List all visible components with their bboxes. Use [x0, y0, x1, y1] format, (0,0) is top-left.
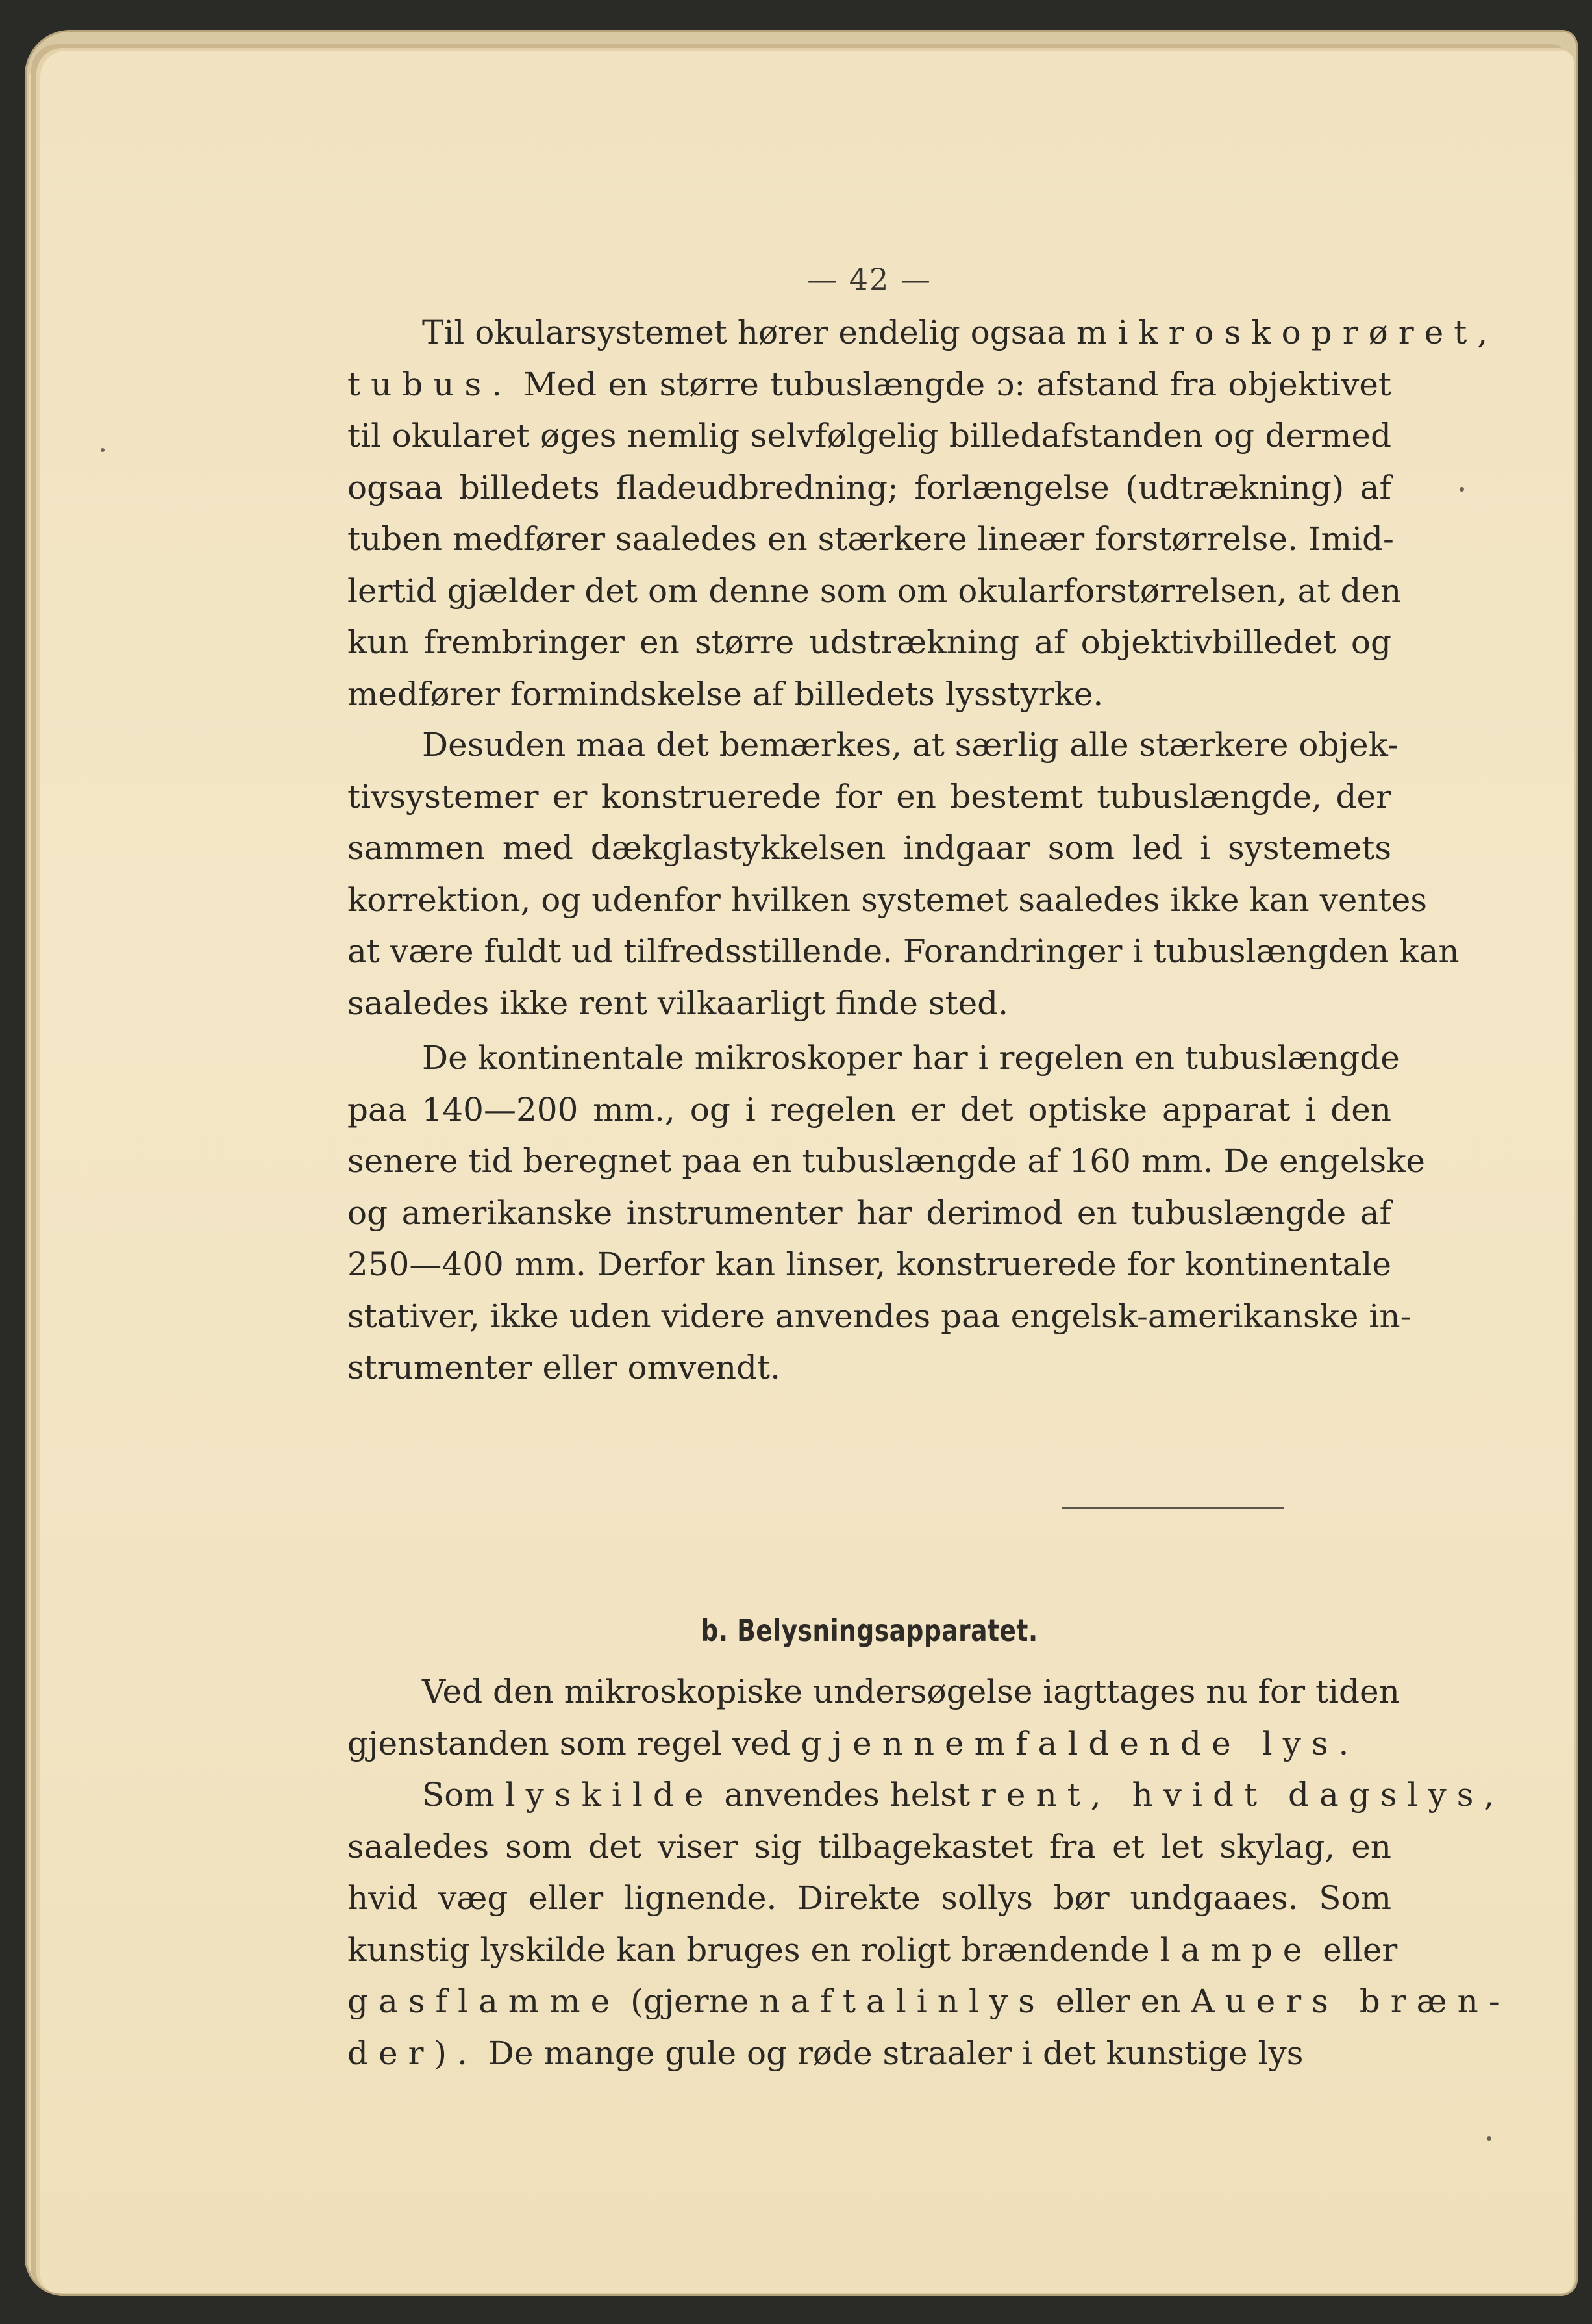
section-divider: [1062, 1507, 1284, 1509]
text-segment: Som: [422, 1776, 505, 1814]
emphasized-text: gjennemfaldende lys.: [801, 1724, 1360, 1762]
text-segment: ogsaa billedets fladeudbredning; forlængelse (udtrækning) af: [347, 468, 1391, 506]
text-segment: 250—400 mm. Derfor kan linser, konstruerede for kontinentale: [347, 1245, 1391, 1283]
text-line: [347, 462, 1391, 514]
emphasized-text: Auers bræn-: [1191, 1982, 1510, 2020]
text-line: [347, 1821, 1391, 1873]
text-segment: senere tid beregnet paa en tubuslængde af 160 mm. De engelske: [347, 1142, 1425, 1180]
text-line: [347, 1976, 1510, 2028]
text-line: [347, 410, 1391, 462]
emphasized-text: gasflamme: [347, 1982, 621, 2020]
text-segment: og amerikanske instrumenter har derimod en tubuslængde af: [347, 1193, 1391, 1232]
text-segment: Med en større tubuslængde ɔ: afstand fra objektivet: [512, 365, 1391, 403]
text-line: [347, 875, 1427, 927]
text-line: [347, 719, 1399, 771]
paper-speck: [1487, 2136, 1491, 2141]
text-segment: strumenter eller omvendt.: [347, 1349, 781, 1386]
text-line: [347, 1136, 1425, 1188]
text-segment: Ved den mikroskopiske undersøgelse iagttages nu for tiden: [422, 1673, 1400, 1710]
text-line: [347, 617, 1391, 669]
emphasized-text: rent, hvidt dagslys,: [980, 1776, 1505, 1814]
text-segment: Til okularsystemet hører endelig ogsaa: [422, 314, 1076, 351]
section-heading: b. Belysningsapparatet.: [701, 1613, 1038, 1648]
emphasized-text: lampe: [1160, 1930, 1313, 1969]
text-segment: hvid væg eller lignende. Direkte sollys bør undgaaes. Som: [347, 1879, 1391, 1917]
paragraph-tubus: [347, 307, 1499, 720]
text-segment: kunstig lyskilde kan bruges en roligt brændende: [347, 1930, 1160, 1969]
text-line: [347, 1084, 1391, 1136]
text-line: [347, 1718, 1391, 1770]
paragraph-tubuslaengde: [347, 1032, 1425, 1394]
text-segment: (gjerne: [620, 1982, 760, 2020]
text-line: [347, 771, 1391, 823]
text-line: [347, 978, 1391, 1030]
text-segment: at være fuldt ud tilfredsstillende. Forandringer i tubuslængden kan: [347, 932, 1460, 970]
text-segment: kun frembringer en større udstrækning af objektivbilledet og: [347, 623, 1391, 661]
emphasized-text: der).: [347, 2034, 478, 2072]
text-segment: stativer, ikke uden videre anvendes paa engelsk-amerikanske in-: [347, 1297, 1412, 1335]
paragraph-belysning-intro: [347, 1666, 1400, 1769]
paper-speck: [101, 448, 105, 452]
text-line: [347, 1925, 1398, 1977]
page-number: — 42 —: [807, 262, 932, 297]
text-segment: eller en: [1045, 1982, 1191, 2020]
text-line: [347, 1873, 1391, 1925]
text-line: [347, 1188, 1391, 1240]
text-segment: til okularet øges nemlig selvfølgelig billedafstanden og dermed: [347, 417, 1391, 455]
text-segment: eller: [1312, 1930, 1398, 1969]
emphasized-text: lyskilde: [504, 1776, 714, 1814]
text-line: [347, 1032, 1400, 1084]
text-line: [347, 1291, 1412, 1343]
text-segment: Desuden maa det bemærkes, at særlig alle stærkere objek-: [422, 726, 1399, 764]
paper-speck: [1460, 487, 1464, 492]
text-line: [347, 1666, 1400, 1718]
text-segment: korrektion, og udenfor hvilken systemet saaledes ikke kan ventes: [347, 881, 1427, 919]
emphasized-text: naftalinlys: [759, 1982, 1045, 2020]
text-segment: saaledes som det viser sig tilbagekastet fra et let skylag, en: [347, 1827, 1391, 1866]
text-line: [347, 669, 1391, 721]
text-segment: sammen med dækglastykkelsen indgaar som led i systemets: [347, 829, 1391, 867]
text-segment: medfører formindskelse af billedets lysstyrke.: [347, 675, 1104, 713]
text-line: [347, 566, 1402, 618]
text-line: [347, 926, 1460, 978]
emphasized-text: tubus.: [347, 365, 513, 403]
text-line: [347, 823, 1391, 875]
text-segment: De mange gule og røde straaler i det kunstige lys: [477, 2034, 1304, 2072]
text-line: [347, 1769, 1505, 1821]
text-segment: saaledes ikke rent vilkaarligt finde sted.: [347, 984, 1009, 1022]
book-page: [40, 51, 1574, 2293]
text-line: [347, 2028, 1391, 2080]
text-segment: anvendes helst: [714, 1776, 980, 1814]
text-line: [347, 1239, 1391, 1291]
text-segment: lertid gjælder det om denne som om okularforstørrelsen, at den: [347, 571, 1402, 610]
text-segment: De kontinentale mikroskoper har i regelen en tubuslængde: [422, 1039, 1400, 1077]
text-line: [347, 1342, 1391, 1394]
text-segment: paa 140—200 mm., og i regelen er det optiske apparat i den: [347, 1090, 1391, 1129]
paragraph-lyskilde: [347, 1769, 1510, 2079]
text-segment: tuben medfører saaledes en stærkere lineær forstørrelse. Imid-: [347, 520, 1394, 558]
paragraph-objektivsystemer: [347, 719, 1460, 1029]
text-segment: tivsystemer er konstruerede for en bestemt tubuslængde, der: [347, 777, 1391, 816]
text-line: [347, 307, 1499, 359]
emphasized-text: mikroskoprøret,: [1076, 314, 1499, 351]
text-line: [347, 514, 1394, 566]
text-line: [347, 359, 1391, 411]
text-segment: gjenstanden som regel ved: [347, 1724, 801, 1762]
